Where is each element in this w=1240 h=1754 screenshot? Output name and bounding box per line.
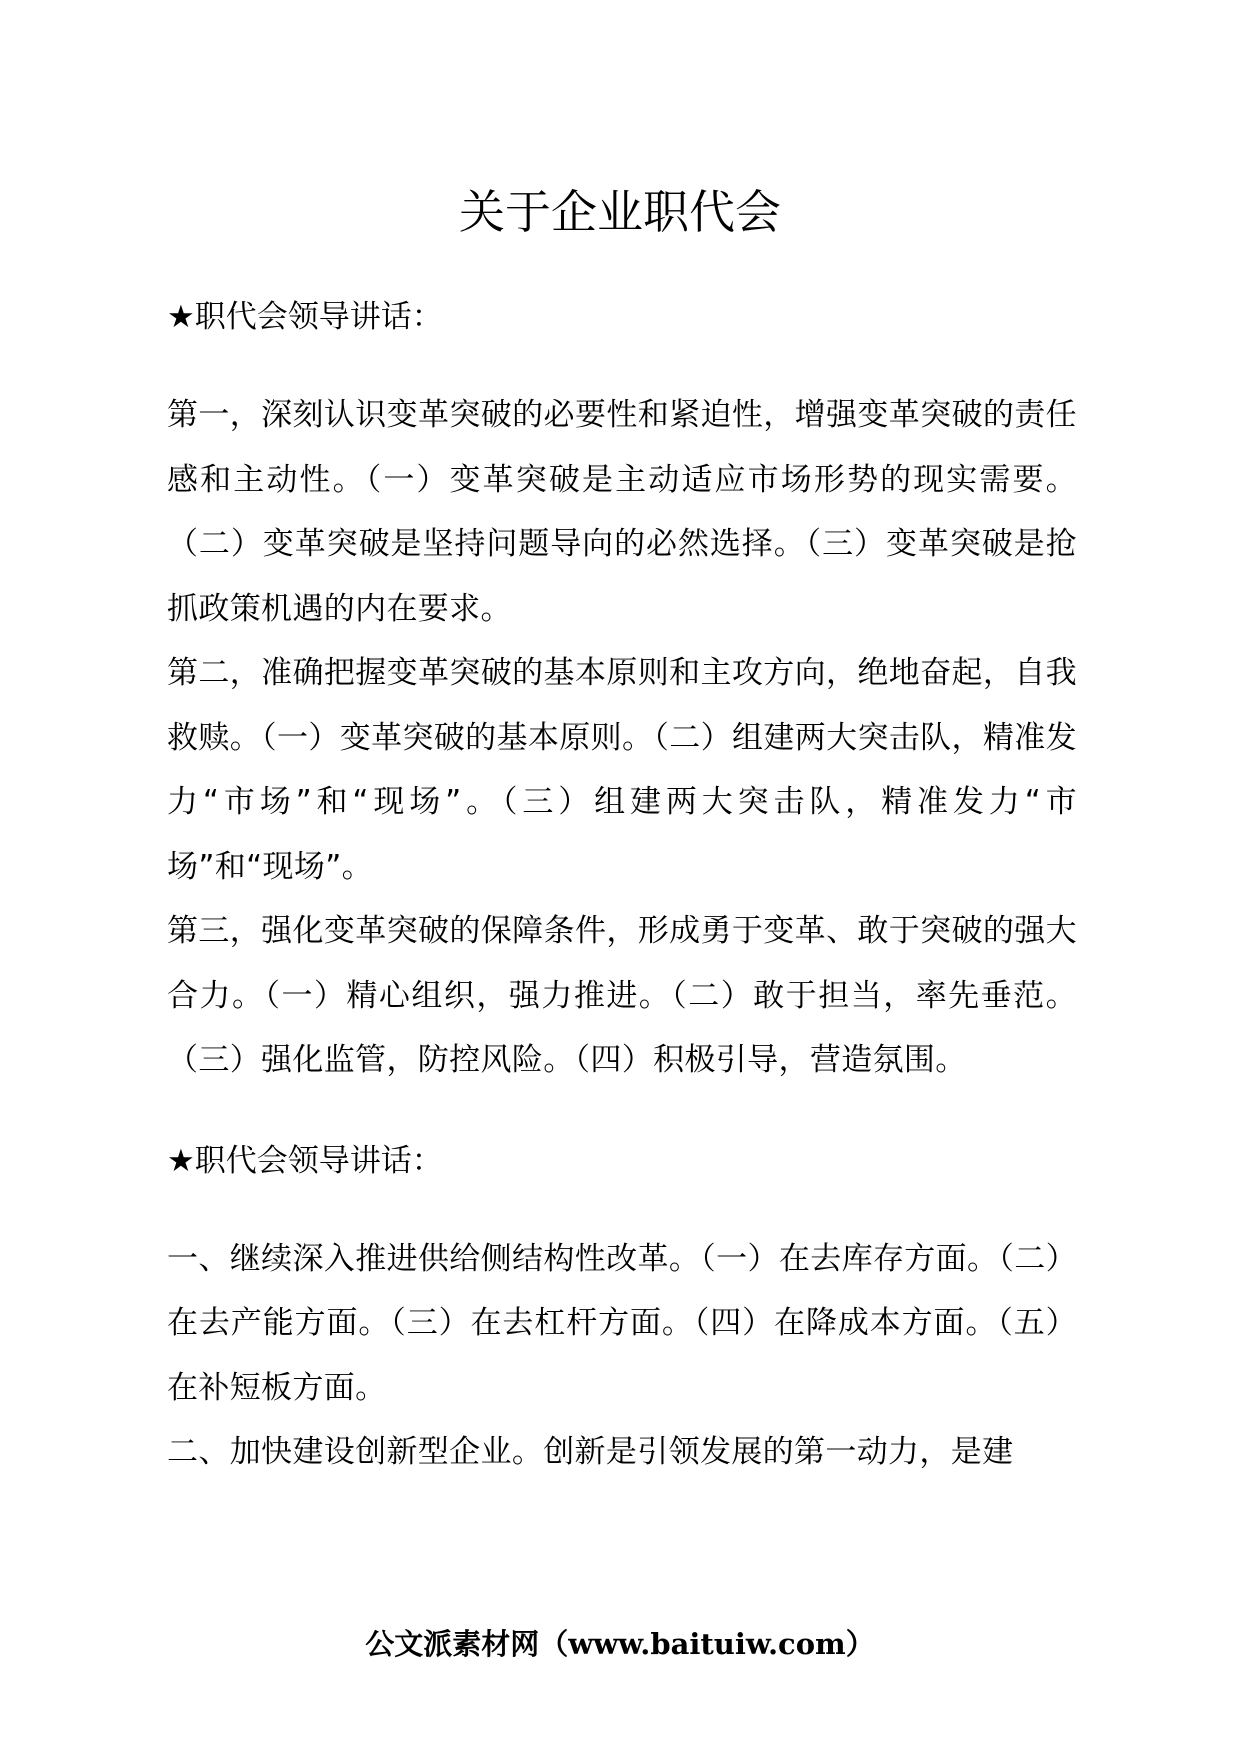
section-heading-1: ★职代会领导讲话： xyxy=(167,299,443,335)
paragraph-item-one: 一、继续深入推进供给侧结构性改革。（一）在去库存方面。（二）在去产能方面。（三）在去杠杆方面。（四）在降成本方面。（五）在补短板方面。 xyxy=(167,1240,1077,1406)
paragraph-second: 第二，准确把握变革突破的基本原则和主攻方向，绝地奋起，自我救赎。（一）变革突破的基本原则。（二）组建两大突击队，精准发力“市场”和“现场”。（三）组建两大突击队，精准发力“市场”和“现场”。 xyxy=(167,655,1077,885)
footer-watermark: 公文派素材网（www.baituiw.com） xyxy=(365,1627,875,1661)
spacer xyxy=(167,1193,1077,1227)
paragraph-first: 第一，深刻认识变革突破的必要性和紧迫性，增强变革突破的责任感和主动性。（一）变革突破是主动适应市场形势的现实需要。（二）变革突破是坚持问题导向的必然选择。（三）变革突破是抢抓政策机遇的内在要求。 xyxy=(167,397,1077,627)
paragraph-third: 第三，强化变革突破的保障条件，形成勇于变革、敢于突破的强大合力。（一）精心组织，强力推进。（二）敢于担当，率先垂范。（三）强化监管，防控风险。（四）积极引导，营造氛围。 xyxy=(167,913,1077,1078)
document-title: 关于企业职代会 xyxy=(459,185,781,239)
document-body xyxy=(167,285,1077,1485)
spacer xyxy=(167,1093,1077,1129)
spacer xyxy=(167,349,1077,383)
section-heading-2: ★职代会领导讲话： xyxy=(167,1142,443,1179)
paragraph-item-two: 二、加快建设创新型企业。创新是引领发展的第一动力，是建 xyxy=(167,1434,1014,1470)
